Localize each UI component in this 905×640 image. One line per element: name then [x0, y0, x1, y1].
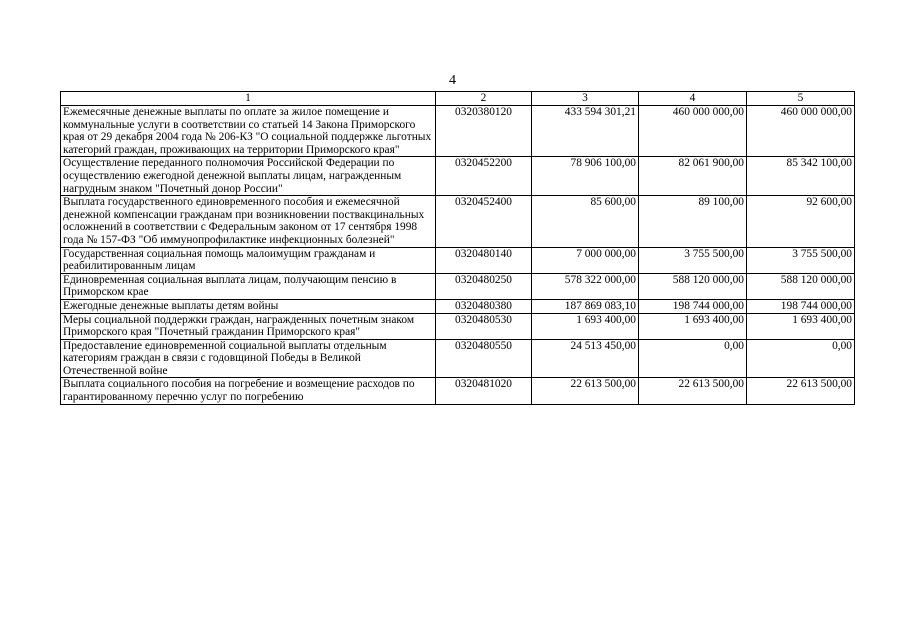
row-value-col5: 85 342 100,00	[747, 157, 855, 196]
row-value-col5: 588 120 000,00	[747, 273, 855, 299]
row-value-col5: 22 613 500,00	[747, 378, 855, 404]
row-value-col5: 1 693 400,00	[747, 313, 855, 339]
row-name: Государственная социальная помощь малоимущим гражданам и реабилитированным лицам	[61, 247, 436, 273]
row-value-col4: 198 744 000,00	[639, 299, 747, 313]
row-value-col5: 92 600,00	[747, 196, 855, 247]
row-value-col5: 198 744 000,00	[747, 299, 855, 313]
table-row	[61, 313, 855, 339]
table-row	[61, 247, 855, 273]
row-name: Единовременная социальная выплата лицам, получающим пенсию в Приморском крае	[61, 273, 436, 299]
row-value-col4: 0,00	[639, 339, 747, 378]
row-code: 0320480550	[436, 339, 532, 378]
row-value-col4: 460 000 000,00	[639, 106, 747, 157]
table-row	[61, 299, 855, 313]
table-row	[61, 339, 855, 378]
row-value-col5: 460 000 000,00	[747, 106, 855, 157]
row-value-col5: 0,00	[747, 339, 855, 378]
row-code: 0320452400	[436, 196, 532, 247]
row-code: 0320480380	[436, 299, 532, 313]
row-value-col4: 22 613 500,00	[639, 378, 747, 404]
table-row	[61, 378, 855, 404]
row-value-col4: 89 100,00	[639, 196, 747, 247]
row-value-col3: 7 000 000,00	[532, 247, 639, 273]
table-row	[61, 106, 855, 157]
row-code: 0320480140	[436, 247, 532, 273]
row-value-col3: 22 613 500,00	[532, 378, 639, 404]
row-code: 0320481020	[436, 378, 532, 404]
row-value-col5: 3 755 500,00	[747, 247, 855, 273]
page-number: 4	[449, 73, 456, 88]
row-name: Меры социальной поддержки граждан, награжденных почетным знаком Приморского края "Почетный гражданин Приморского края"	[61, 313, 436, 339]
row-value-col3: 85 600,00	[532, 196, 639, 247]
column-header-2: 2	[436, 92, 532, 106]
row-code: 0320480530	[436, 313, 532, 339]
column-header-1: 1	[61, 92, 436, 106]
row-value-col3: 1 693 400,00	[532, 313, 639, 339]
row-name: Предоставление единовременной социальной выплаты отдельным категориям граждан в связи с годовщиной Победы в Великой Отечественной войне	[61, 339, 436, 378]
row-value-col3: 433 594 301,21	[532, 106, 639, 157]
table-header-row	[61, 92, 855, 106]
row-code: 0320380120	[436, 106, 532, 157]
table-row	[61, 196, 855, 247]
row-code: 0320452200	[436, 157, 532, 196]
column-header-3: 3	[532, 92, 639, 106]
column-header-5: 5	[747, 92, 855, 106]
table-row	[61, 273, 855, 299]
row-value-col4: 1 693 400,00	[639, 313, 747, 339]
row-value-col3: 24 513 450,00	[532, 339, 639, 378]
row-value-col3: 78 906 100,00	[532, 157, 639, 196]
row-value-col4: 588 120 000,00	[639, 273, 747, 299]
row-value-col3: 187 869 083,10	[532, 299, 639, 313]
row-name: Осуществление переданного полномочия Российской Федерации по осуществлению ежегодной денежной выплаты лицам, награжденным нагрудным знаком "Почетный донор России"	[61, 157, 436, 196]
budget-table	[60, 91, 855, 405]
row-name: Ежемесячные денежные выплаты по оплате за жилое помещение и коммунальные услуги в соответствии со статьей 14 Закона Приморского края от 29 декабря 2004 года № 206-КЗ "О социальной поддержке льготных категорий граждан, проживающих на территории Приморского края"	[61, 106, 436, 157]
table-row	[61, 157, 855, 196]
column-header-4: 4	[639, 92, 747, 106]
row-code: 0320480250	[436, 273, 532, 299]
row-value-col4: 3 755 500,00	[639, 247, 747, 273]
row-value-col4: 82 061 900,00	[639, 157, 747, 196]
row-name: Выплата государственного единовременного пособия и ежемесячной денежной компенсации гражданам при возникновении поствакцинальных осложнений в соответствии с Федеральным законом от 17 сентября 1998 года № 157-ФЗ "Об иммунопрофилактике инфекционных болезней"	[61, 196, 436, 247]
row-name: Выплата социального пособия на погребение и возмещение расходов по гарантированному перечню услуг по погребению	[61, 378, 436, 404]
row-value-col3: 578 322 000,00	[532, 273, 639, 299]
row-name: Ежегодные денежные выплаты детям войны	[61, 299, 436, 313]
